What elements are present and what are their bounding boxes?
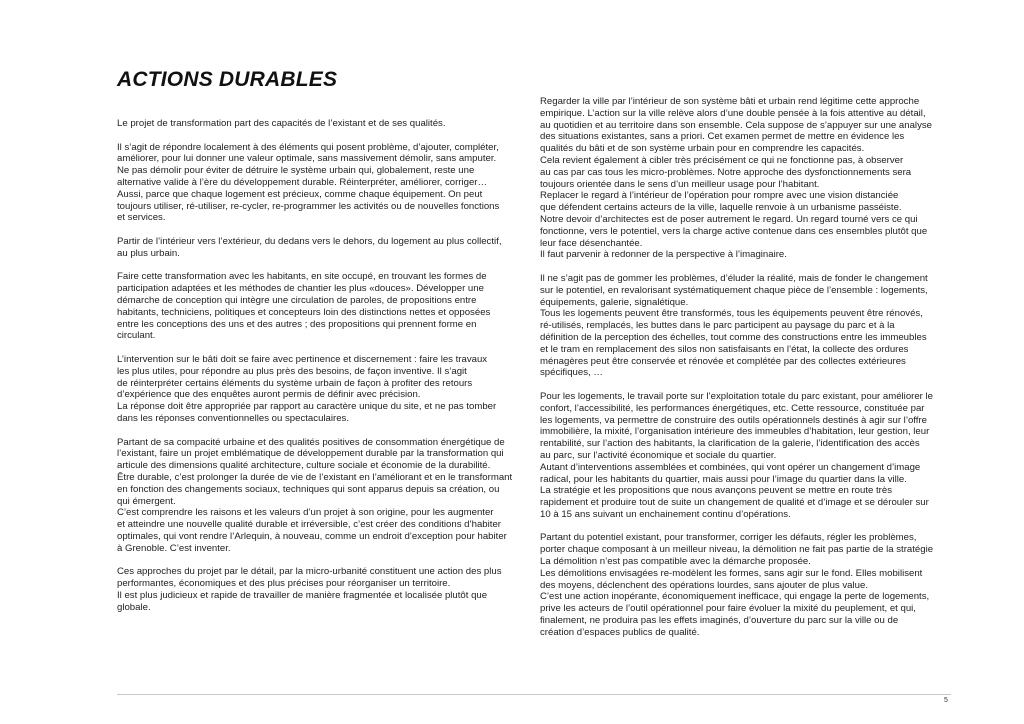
paragraph: Le projet de transformation part des capacités de l’existant et de ses qualités. (117, 118, 446, 129)
right-column (540, 96, 954, 650)
paragraph: Regarder la ville par l’intérieur de son système bâti et urbain rend légitime cette approche empirique. L’action sur la ville relève alors d’une double pensée à la fois attentive au détail, au quotidien et au territoire dans son ensemble. Cela suppose de s’appuyer sur une analyse des situations existantes, sans a priori. Cet examen permet de mettre en évidence les qualités du bâti et de son système urbain pour en comprendre les capacités. Cela revient également à cibler très précisément ce qui ne fonctionne pas, à observer au cas par cas tous les micro-problèmes. Notre approche des dysfonctionnements sera toujours orientée dans le sens d’un meilleur usage pour l’habitant. Replacer le regard à l’intérieur de l’opération pour rompre avec une vision distanciée que défendent certains acteurs de la ville, laquelle renvoie à un urbanisme passéiste. Notre devoir d’architectes est de poser autrement le regard. Un regard tourné vers ce qui fonctionne, vers le potentiel, vers la charge active contenue dans ces ensembles plutôt que leur face désenchantée. Il faut parvenir à redonner de la perspective à l’imaginaire. (540, 96, 932, 261)
page-number: 5 (944, 697, 948, 704)
paragraph: Ces approches du projet par le détail, par la micro-urbanité constituent une action des plus performantes, économiques et des plus précises pour réorganiser un territoire. Il est plus judicieux et rapide de travailler de manière fragmentée et localisée plutôt que globale. (117, 566, 502, 613)
paragraph: Faire cette transformation avec les habitants, en site occupé, en trouvant les formes de participation adaptées et les méthodes de chantier les plus «douces». Développer une démarche de conception qui intègre une circulation de paroles, de propositions entre habitants, techniciens, politiques et concepteurs loin des distinctions nettes et opposées entre les conceptions des uns et des autres ; des propositions qui prennent forme en circulant. (117, 271, 491, 342)
paragraph: Partant de sa compacité urbaine et des qualités positives de consommation énergétique de l’existant, faire un projet emblématique de développement durable par la transformation qui articule des dimensions qualité architecture, culture sociale et économie de la durabilité. Être durable, c’est prolonger la durée de vie de l’existant en l’améliorant et en le transformant en fonction des changements sociaux, techniques qui sont apparus depuis sa création, ou qui émergent. C’est comprendre les raisons et les valeurs d’un projet à son origine, pour les augmenter et atteindre une nouvelle qualité durable et irréversible, c’est créer des conditions d’habiter optimales, qui vont rendre l’Arlequin, à nouveau, comme un endroit d’exception pour habiter à Grenoble. C’est inventer. (117, 436, 513, 554)
left-column (117, 118, 529, 625)
paragraph: Il s’agit de répondre localement à des éléments qui posent problème, d’ajouter, compléter, améliorer, pour lui donner une valeur optimale, sans massivement démolir, sans amputer. Ne pas démolir pour éviter de détruire le système urbain qui, globalement, reste une alternative valide à l’ère du développement durable. Réinterpréter, améliorer, corriger… Aussi, parce que chaque logement est précieux, comme chaque équipement. On peut toujours utiliser, ré-utiliser, re-cycler, re-programmer les activités ou de nouvelles fonctions et services. (117, 141, 500, 224)
paragraph: Partir de l’intérieur vers l’extérieur, du dedans vers le dehors, du logement au plus collectif, au plus urbain. (117, 235, 502, 259)
paragraph: Il ne s’agit pas de gommer les problèmes, d’éluder la réalité, mais de fonder le changement sur le potentiel, en revalorisant systématiquement chaque pièce de l’ensemble : logements, équipements, galerie, signalétique. Tous les logements peuvent être transformés, tous les équipements peuvent être rénovés, ré-utilisés, remplacés, les buttes dans le parc participent au paysage du parc et à la définition de la perception des échelles, tout comme des constructions entre les immeubles et le tram en remplacement des silos non satisfaisants en l’état, la collecte des ordures ménagères peut être conservée et rénovée et complétée par des collectes extérieures spécifiques, … (540, 272, 928, 379)
paragraph: Pour les logements, le travail porte sur l’exploitation totale du parc existant, pour améliorer le confort, l’accessibilité, les performances énergétiques, etc. Cette ressource, constituée par les logements, va permettre de construire des outils opérationnels destinés à agir sur l’offre immobilière, la mixité, l’organisation intérieure des immeubles d’habitation, leur gestion, leur rentabilité, sur l’action des habitants, la clarification de la galerie, l’identification des accès au parc, sur l’activité économique et sociale du quartier. Autant d’interventions assemblées et combinées, qui vont opérer un changement d’image radical, pour les habitants du quartier, mais aussi pour l’image du quartier dans la ville. La stratégie et les propositions que nous avançons peuvent se mettre en route très rapidement et produire tout de suite un changement de qualité et d’image et se dérouler sur 10 à 15 ans suivant un enchainement continu d’opérations. (540, 390, 934, 520)
footer-divider (117, 694, 951, 695)
paragraph: Partant du potentiel existant, pour transformer, corriger les défauts, régler les problèmes, porter chaque composant à un meilleur niveau, la démolition ne fait pas partie de la stratégie La démolition n’est pas compatible avec la démarche proposée. Les démolitions envisagées re-modèlent les formes, sans agir sur le fond. Elles mobilisent des moyens, déclenchent des opérations lourdes, sans ajouter de plus value. C’est une action inopérante, économiquement inefficace, qui engage la perte de logements, prive les acteurs de l’outil opérationnel pour faire évoluer la mixité du peuplement, et qui, finalement, ne produira pas les effets imaginés, d’ouverture du parc sur la ville ou de création d’espaces publics de qualité. (540, 532, 934, 638)
page-title: ACTIONS DURABLES (117, 68, 338, 91)
paragraph: L’intervention sur le bâti doit se faire avec pertinence et discernement : faire les travaux les plus utiles, pour répondre au plus près des besoins, de façon inventive. Il s’agit de réinterpréter certains éléments du système urbain de façon à profiter des retours d’expérience que des enquêtes auront permis de définir avec précision. La réponse doit être appropriée par rapport au caractère unique du site, et ne pas tomber dans les réponses conventionnelles ou spectaculaires. (117, 353, 497, 424)
